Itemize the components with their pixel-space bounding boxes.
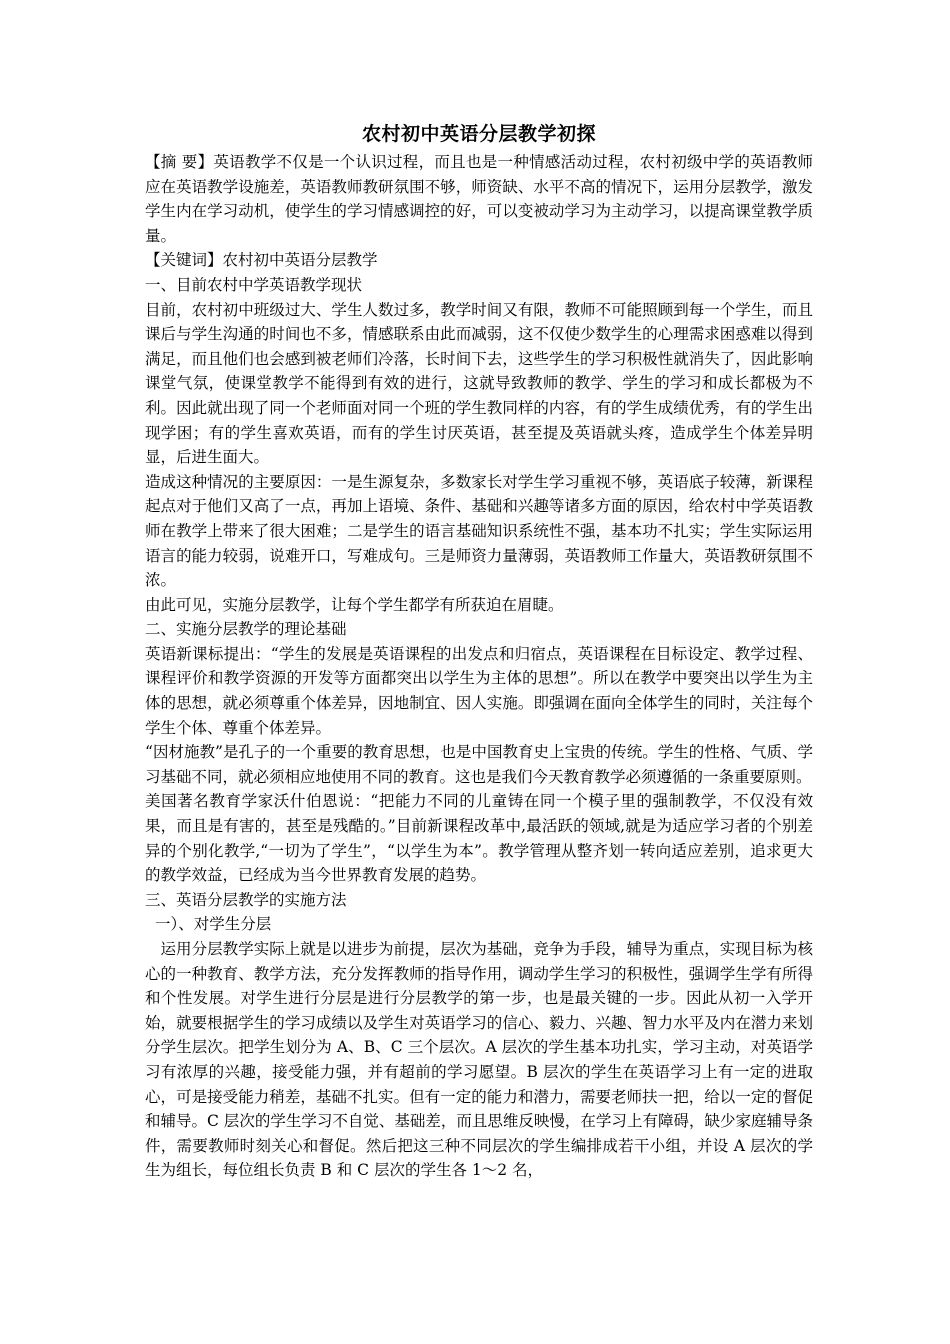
section-3-subheading-1: 一）、对学生分层 [155, 915, 272, 934]
section-2-paragraph-2: “因材施教”是孔子的一个重要的教育思想，也是中国教育史上宝贵的传统。学生的性格、气质、学习基础不同，就必须相应地使用不同的教育。这也是我们今天教育教学必须遵循的一条重要原则。 [145, 743, 813, 786]
abstract-paragraph: 【摘 要】英语教学不仅是一个认识过程，而且也是一种情感活动过程，农村初级中学的英语教师应在英语教学设施差，英语教师教研氛围不够，师资缺、水平不高的情况下，运用分层教学，激发学生内在学习动机，使学生的学习情感调控的好，可以变被动学习为主动学习，以提高课堂教学质量。 [145, 153, 813, 245]
section-2-heading: 二、实施分层教学的理论基础 [145, 620, 347, 639]
section-1-heading: 一、目前农村中学英语教学现状 [145, 275, 363, 294]
section-2-paragraph-1: 英语新课标提出：“学生的发展是英语课程的出发点和归宿点，英语课程在目标设定、教学过程、课程评价和教学资源的开发等方面都突出以学生为主体的思想”。所以在教学中要突出以学生为主体的思想，就必须尊重个体差异，因地制宜、因人实施。即强调在面向全体学生的同时，关注每个学生个体、尊重个体差异。 [145, 644, 813, 737]
section-1-paragraph-2: 造成这种情况的主要原因：一是生源复杂，多数家长对学生学习重视不够，英语底子较薄，新课程起点对于他们又高了一点，再加上语境、条件、基础和兴趣等诸多方面的原因，给农村中学英语教师在教学上带来了很大困难；二是学生的语言基础知识系统性不强，基本功不扎实；学生实际运用语言的能力较弱，说难开口，写难成句。三是师资力量薄弱，英语教师工作量大，英语教研氛围不浓。 [145, 472, 813, 590]
section-1-paragraph-1: 目前，农村初中班级过大、学生人数过多，教学时间又有限，教师不可能照顾到每一个学生，而且课后与学生沟通的时间也不多，情感联系由此而减弱，这不仅使少数学生的心理需求困惑难以得到满足，而且他们也会感到被老师们冷落，长时间下去，这些学生的学习积极性就消失了，因此影响课堂气氛，使课堂教学不能得到有效的进行，这就导致教师的教学、学生的学习和成长都极为不利。因此就出现了同一个老师面对同一个班的学生教同样的内容，有的学生成绩优秀，有的学生出现学困；有的学生喜欢英语，而有的学生讨厌英语，甚至提及英语就头疼，造成学生个体差异明显，后进生面大。 [145, 300, 813, 467]
section-2-paragraph-3: 美国著名教育学家沃什伯恩说：“把能力不同的儿童铸在同一个模子里的强制教学，不仅没有效果，而且是有害的，甚至是残酷的。”目前新课程改革中,最活跃的领域,就是为适应学习者的个别差异的个别化教学,“一切为了学生”，“以学生为本”。教学管理从整齐划一转向适应差别，追求更大的教学效益，已经成为当今世界教育发展的趋势。 [145, 792, 814, 885]
document-page [145, 118, 813, 1183]
section-3-paragraph-1: 运用分层教学实际上就是以进步为前提，层次为基础，竞争为手段，辅导为重点，实现目标为核心的一种教育、教学方法，充分发挥教师的指导作用，调动学生学习的积极性，强调学生学有所得和个性发展。对学生进行分层是进行分层教学的第一步，也是最关键的一步。因此从初一入学开始，就要根据学生的学习成绩以及学生对英语学习的信心、毅力、兴趣、智力水平及内在潜力来划分学生层次。把学生划分为 A、B、C 三个层次。A 层次的学生基本功扎实，学习主动，对英语学习有浓厚的兴趣，接受能力强，并有超前的学习愿望。B 层次的学生在英语学习上有一定的进取心，可是接受能力稍差，基础不扎实。但有一定的能力和潜力，需要老师扶一把，给以一定的督促和辅导。C 层次的学生学习不自觉、基础差，而且思维反映慢，在学习上有障碍，缺少家庭辅导条件，需要教师时刻关心和督促。然后把这三种不同层次的学生编排成若干小组，并设 A 层次的学生为组长，每位组长负责 B 和 C 层次的学生各 1～2 名， [145, 940, 813, 1180]
keywords-line: 【关键词】农村初中英语分层教学 [145, 251, 378, 270]
document-title: 农村初中英语分层教学初探 [361, 123, 596, 145]
section-3-heading: 三、英语分层教学的实施方法 [145, 890, 347, 909]
section-1-paragraph-3: 由此可见，实施分层教学，让每个学生都学有所获迫在眉睫。 [145, 595, 564, 614]
